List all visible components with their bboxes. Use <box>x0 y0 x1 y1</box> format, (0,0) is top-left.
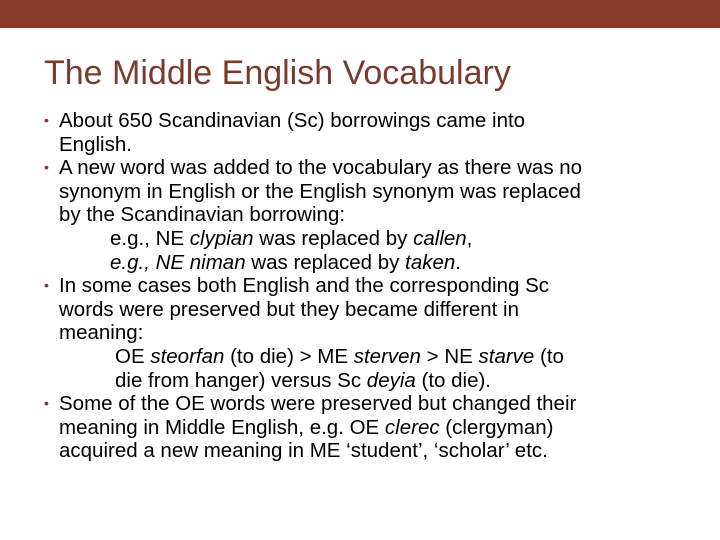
example-line: die from hanger) versus Sc deyia (to die). <box>115 368 492 392</box>
bullet-text-line: About 650 Scandinavian (Sc) borrowings came into <box>59 109 526 132</box>
bullet-text-line: A new word was added to the vocabulary as there was no <box>59 156 583 180</box>
bullet-text-line: acquired a new meaning in ME ‘student’, ‘scholar’ etc. <box>59 439 548 463</box>
bullet-item <box>44 109 684 156</box>
bullet-marker: • <box>44 395 49 412</box>
bullet-marker: • <box>44 159 49 176</box>
example-line: OE steorfan (to die) > ME sterven > NE starve (to <box>115 344 564 368</box>
slide-title: The Middle English Vocabulary <box>44 54 511 92</box>
slide-content <box>44 109 684 463</box>
bullet-text-line: words were preserved but they became different in <box>59 297 519 321</box>
bullet-item <box>44 392 684 463</box>
bullet-marker: • <box>44 277 49 294</box>
bullet-marker: • <box>44 112 49 128</box>
bullet-text-line: meaning: <box>59 321 144 345</box>
top-accent-bar <box>0 0 720 28</box>
bullet-text-line: synonym in English or the English synonym was replaced <box>59 179 581 203</box>
bullet-text-line: English. <box>59 132 132 156</box>
example-line: e.g., NE clypian was replaced by callen, <box>110 226 473 250</box>
bullet-item <box>44 156 684 274</box>
bullet-text-line: by the Scandinavian borrowing: <box>59 203 346 227</box>
bullet-text-line: In some cases both English and the corresponding Sc <box>59 274 550 298</box>
bullet-text-line: meaning in Middle English, e.g. OE clerec (clergyman) <box>59 415 554 439</box>
bullet-text-line: Some of the OE words were preserved but changed their <box>59 392 577 416</box>
example-line: e.g., NE niman was replaced by taken. <box>110 250 461 274</box>
bullet-item <box>44 274 684 392</box>
